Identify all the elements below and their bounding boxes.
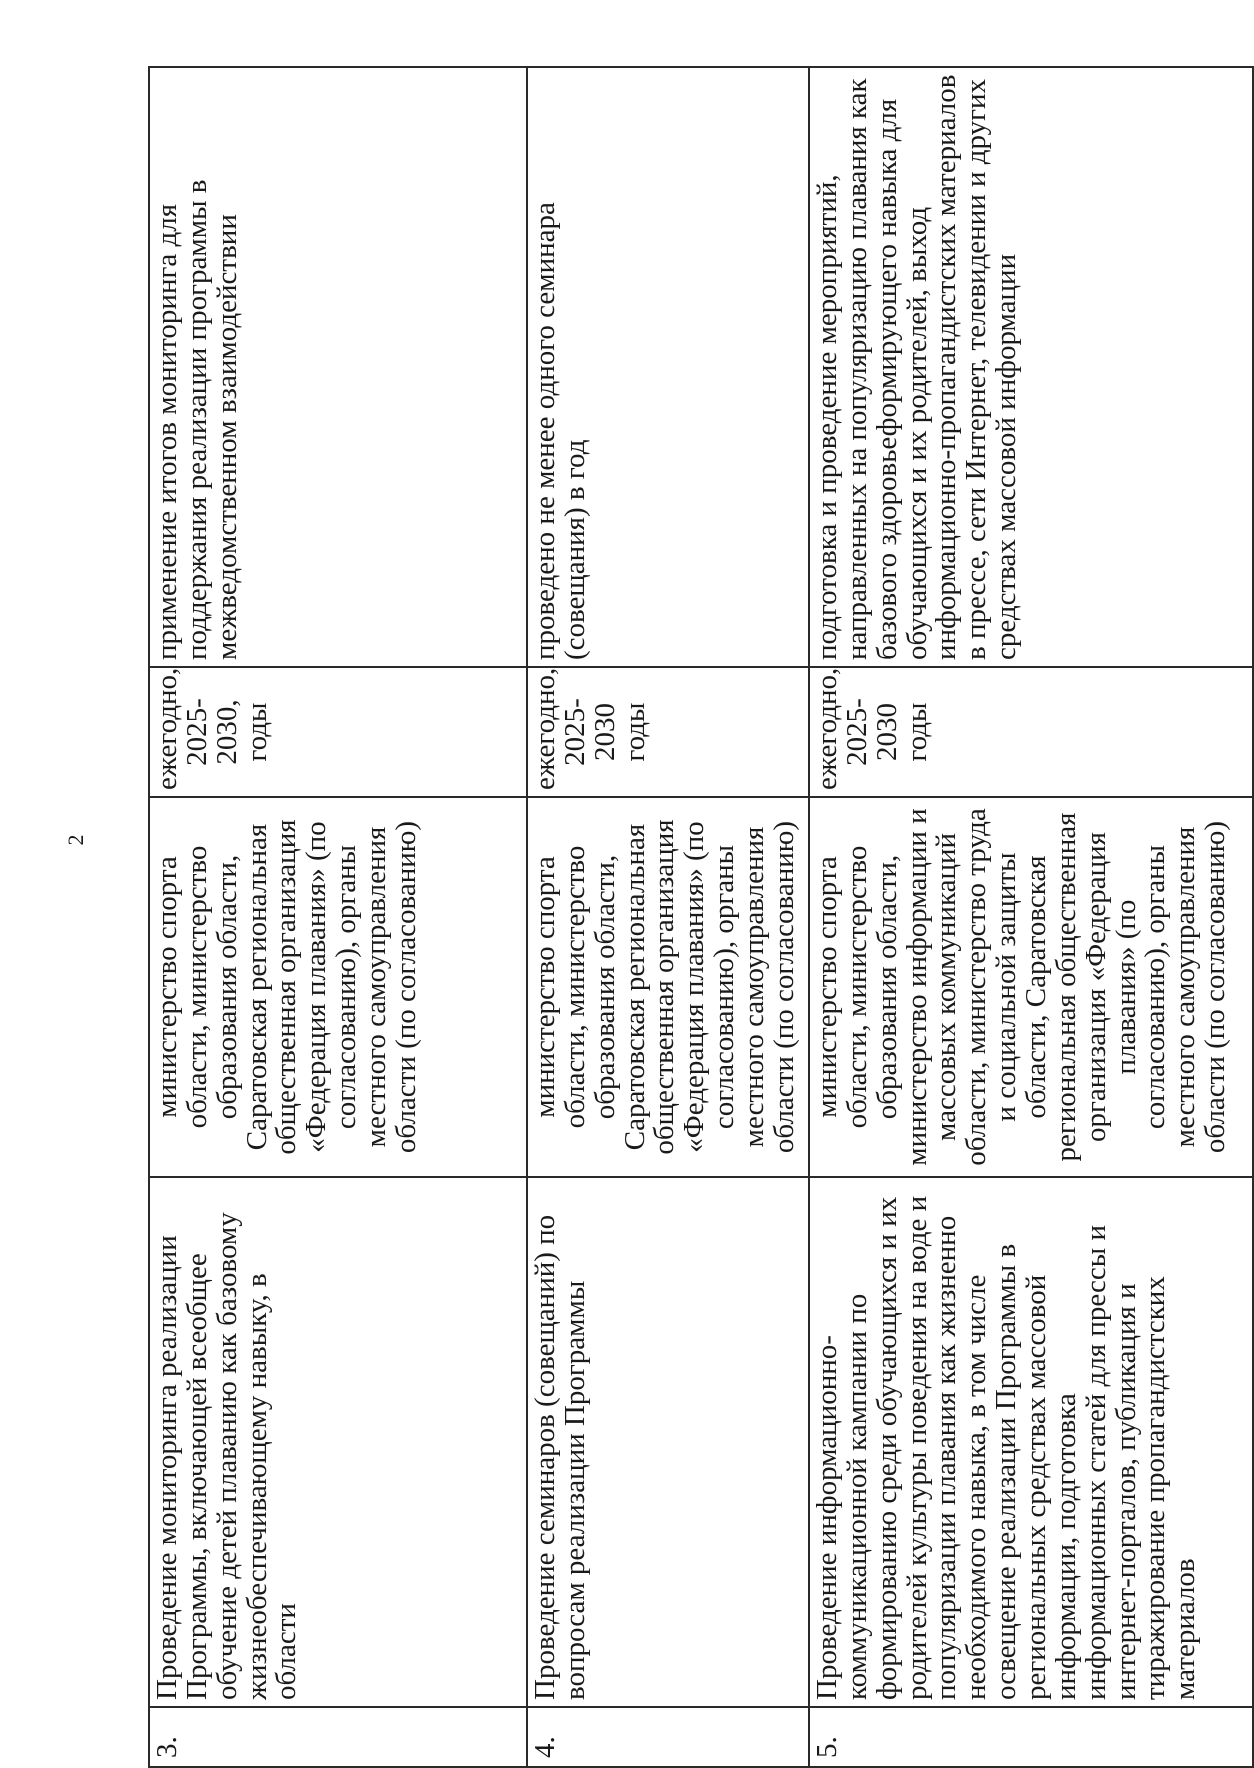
event-cell: Проведение информационно-коммуникационной кампании по формированию среди обучающихся и их родителей культуры поведения на воде и популяризации плавания как жизненно необходимого навыка, в том числе освещение реализации Программы в региональных средствах массовой информации, подготовка информационных статей для прессы и интернет-порталов, публикация и тиражирование пропагандистских материалов xyxy=(809,1177,1253,1707)
executors-cell: министерство спорта области, министерство образования области, Саратовская региональная общественная организация «Федерация плавания» (по согласованию), органы местного самоуправления области (по согласованию) xyxy=(149,797,527,1177)
result-cell: проведено не менее одного семинара (совещания) в год xyxy=(527,67,809,667)
event-cell: Проведение семинаров (совещаний) по вопросам реализации Программы xyxy=(527,1177,809,1707)
term-cell: ежегодно, 2025-2030 годы xyxy=(527,667,809,797)
page-number: 2 xyxy=(63,834,88,846)
row-number: 5. xyxy=(809,1707,1253,1767)
term-cell: ежегодно, 2025-2030 годы xyxy=(809,667,1253,797)
table-row xyxy=(149,67,527,1767)
table-row xyxy=(809,67,1253,1767)
result-cell: применение итогов мониторинга для поддержания реализации программы в межведомственном взаимодействии xyxy=(149,67,527,667)
event-cell: Проведение мониторинга реализации Программы, включающей всеобщее обучение детей плаванию как базовому жизнеобеспечивающему навыку, в области xyxy=(149,1177,527,1707)
table-row xyxy=(527,67,809,1767)
executors-cell: министерство спорта области, министерство образования области, Саратовская региональная общественная организация «Федерация плавания» (по согласованию), органы местного самоуправления области (по согласованию) xyxy=(527,797,809,1177)
row-number: 4. xyxy=(527,1707,809,1767)
term-cell: ежегодно, 2025-2030, годы xyxy=(149,667,527,797)
row-number: 3. xyxy=(149,1707,527,1767)
plan-table xyxy=(148,66,1254,1768)
result-cell: подготовка и проведение мероприятий, направленных на популяризацию плавания как базового здоровьеформирующего навыка для обучающихся и их родителей, выход информационно-пропагандистских материалов в прессе, сети Интернет, телевидении и других средствах массовой информации xyxy=(809,67,1253,667)
executors-cell: министерство спорта области, министерство образования области, министерство информации и массовых коммуникаций области, министерство труда и социальной защиты области, Саратовская региональная общественная организация «Федерация плавания» (по согласованию), органы местного самоуправления области (по согласованию) xyxy=(809,797,1253,1177)
table-container xyxy=(148,68,1252,1768)
